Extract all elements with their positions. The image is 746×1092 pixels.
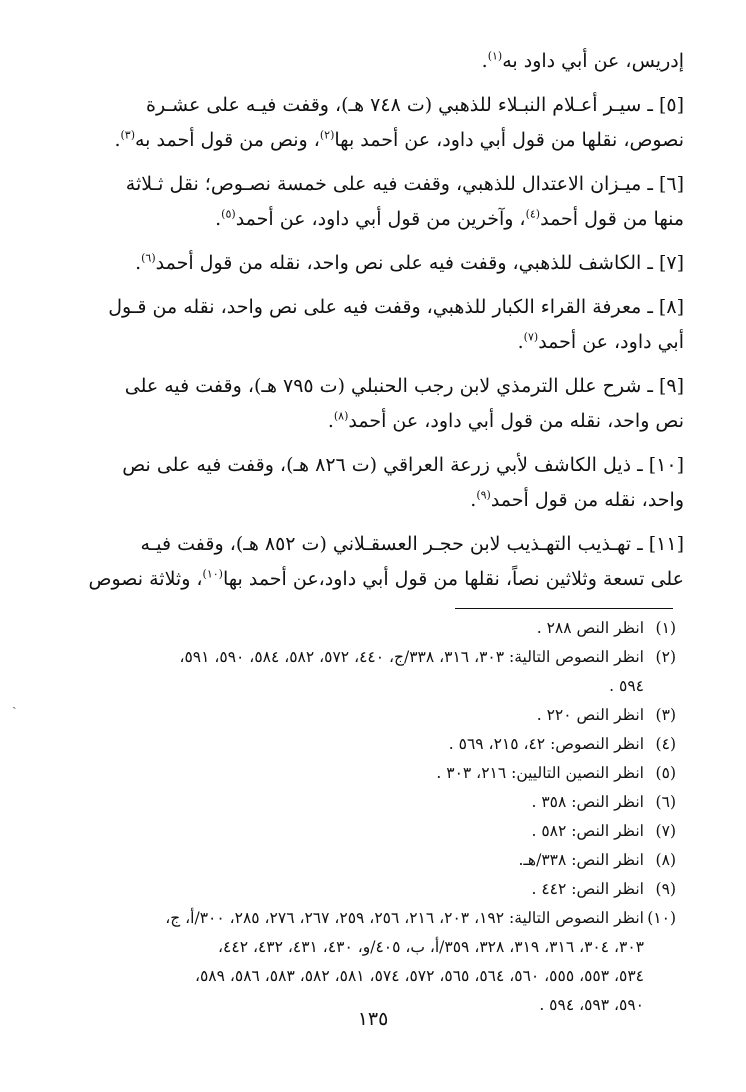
footnote-ref[interactable]: (٨): [333, 409, 349, 423]
text-line: [78, 325, 684, 360]
footnote-text: [70, 846, 644, 875]
text-segment: .: [517, 331, 524, 353]
paragraph: [78, 369, 684, 439]
footnote-number: (٩): [655, 880, 676, 898]
footnote-line: انظر النص: ٣٣٨/هـ.: [518, 851, 644, 869]
footnote: [70, 875, 676, 904]
footnote-ref[interactable]: (٦): [141, 251, 156, 265]
text-line: [78, 404, 684, 439]
footnote-line: انظر النص ٢٢٠ .: [536, 706, 644, 724]
text-segment: .: [327, 410, 334, 432]
footnote-text: [70, 643, 644, 701]
text-segment: [٦] ـ ميـزان الاعتدال للذهبي، وقفت فيه على خمسة نصـوص؛ نقل ثـلاثة: [125, 173, 684, 195]
paragraph: [78, 448, 684, 518]
footnote-ref[interactable]: (٧): [523, 330, 539, 344]
footnote-line: انظر النصوص التالية: ٣٠٣، ٣١٦، ٣٣٨/ج، ٤٤٠، ٥٧٢، ٥٨٢، ٥٨٤، ٥٩٠، ٥٩١،: [179, 648, 644, 666]
footnote: [70, 614, 676, 643]
footnote: [70, 701, 676, 730]
footnote: [70, 730, 676, 759]
text-line: [78, 369, 684, 404]
footnote-line: انظر النصين التاليين: ٢١٦، ٣٠٣ .: [436, 764, 644, 782]
text-segment: [٨] ـ معرفة القراء الكبار للذهبي، وقفت فيه على نص واحد، نقله من قـول: [108, 296, 684, 318]
text-line: [78, 290, 684, 325]
text-segment: [٥] ـ سيـر أعـلام النبـلاء للذهبي (ت ٧٤٨ هـ)، وقفت فيـه على عشـرة: [145, 94, 684, 116]
footnote: [70, 643, 676, 701]
text-line: [78, 202, 684, 237]
footnote-line: انظر النصوص التالية: ١٩٢، ٢٠٣، ٢١٦، ٢٥٦، ٢٥٩، ٢٦٧، ٢٧٦، ٢٨٥، ٣٠٠/أ، ج،: [165, 909, 644, 927]
text-segment: واحد، نقله من قول أحمد: [490, 489, 684, 511]
text-segment: .: [470, 489, 477, 511]
footnote: [70, 817, 676, 846]
footnote-divider: [455, 608, 673, 609]
footnote-text: [70, 904, 644, 1020]
text-line: [78, 448, 684, 483]
text-line: [78, 88, 684, 123]
footnote-text: [70, 730, 644, 759]
footnote: [70, 846, 676, 875]
footnotes: [70, 614, 676, 1020]
footnote-text: [70, 817, 644, 846]
footnote-line: انظر النص: ٥٨٢ .: [531, 822, 644, 840]
text-segment: [١٠] ـ ذيل الكاشف لأبي زرعة العراقي (ت ٨٢٦ هـ)، وقفت فيه على نص: [122, 454, 684, 476]
text-segment: ، وآخرين من قول أبي داود، عن أحمد: [235, 208, 526, 230]
main-text: [78, 44, 684, 606]
text-line: [78, 167, 684, 202]
footnote-text: [70, 788, 644, 817]
text-segment: .: [114, 129, 121, 151]
paragraph: [78, 527, 684, 597]
footnote-line: انظر النصوص: ٤٢، ٢١٥، ٥٦٩ .: [448, 735, 644, 753]
text-segment: ، وثلاثة نصوص: [88, 568, 203, 590]
margin-mark-icon: ˏ: [12, 694, 17, 710]
text-line: [78, 483, 684, 518]
text-segment: نصوص، نقلها من قول أبي داود، عن أحمد بها: [334, 129, 684, 151]
text-line: [78, 527, 684, 562]
text-line: [78, 246, 684, 281]
footnote-line: ٥٩٠، ٥٩٣، ٥٩٤ .: [539, 996, 644, 1014]
text-segment: .: [215, 208, 222, 230]
footnote-number: (٢): [655, 648, 676, 666]
footnote-line: انظر النص: ٣٥٨ .: [531, 793, 644, 811]
footnote-line: ٥٩٤ .: [609, 677, 644, 695]
footnote-ref[interactable]: (٤): [525, 207, 541, 221]
footnote-ref[interactable]: (٣): [120, 128, 135, 142]
footnote-ref[interactable]: (١): [487, 49, 503, 63]
footnote-text: [70, 759, 644, 788]
footnote-line: ٥٣٤، ٥٥٣، ٥٥٥، ٥٦٠، ٥٦٤، ٥٦٥، ٥٧٢، ٥٧٤، ٥٨١، ٥٨٢، ٥٨٣، ٥٨٦، ٥٨٩،: [194, 967, 644, 985]
paragraph: [78, 290, 684, 360]
text-segment: إدريس، عن أبي داود به: [502, 50, 684, 72]
text-segment: منها من قول أحمد: [540, 208, 684, 230]
footnote-number: (٦): [655, 793, 676, 811]
footnote-line: ٣٠٣، ٣٠٤، ٣١٦، ٣١٩، ٣٢٨، ٣٥٩/أ، ب، ٤٠٥/و، ٤٣٠، ٤٣١، ٤٣٢، ٤٤٢،: [218, 938, 644, 956]
paragraph: [78, 44, 684, 79]
footnote-text: [70, 701, 644, 730]
footnote-ref[interactable]: (٥): [221, 207, 236, 221]
text-segment: أبي داود، عن أحمد: [538, 331, 684, 353]
text-segment: .: [135, 252, 142, 274]
footnote-number: (٧): [655, 822, 676, 840]
footnote-line: انظر النص: ٤٤٢ .: [531, 880, 644, 898]
page-number: ١٣٥: [357, 1008, 389, 1030]
footnote: [70, 788, 676, 817]
footnote-number: (٥): [655, 764, 676, 782]
text-segment: على تسعة وثلاثين نصاً، نقلها من قول أبي داود،عن أحمد بها: [222, 568, 684, 590]
paragraph: [78, 246, 684, 281]
text-line: [78, 44, 684, 79]
text-segment: ، ونص من قول أحمد به: [135, 129, 320, 151]
footnote-ref[interactable]: (٢): [319, 128, 335, 142]
paragraph: [78, 88, 684, 158]
text-segment: [١١] ـ تهـذيب التهـذيب لابن حجـر العسقـلاني (ت ٨٥٢ هـ)، وقفت فيـه: [140, 533, 684, 555]
footnote: [70, 904, 676, 1020]
footnote-number: (٨): [655, 851, 676, 869]
footnote-ref[interactable]: (٩): [476, 488, 491, 502]
text-segment: نص واحد، نقله من قول أبي داود، عن أحمد: [348, 410, 684, 432]
footnote-ref[interactable]: (١٠): [202, 567, 223, 581]
footnote-number: (٤): [655, 735, 676, 753]
footnote-text: [70, 614, 644, 643]
footnote-number: (٣): [655, 706, 676, 724]
footnote-text: [70, 875, 644, 904]
text-segment: .: [481, 50, 488, 72]
text-line: [78, 123, 684, 158]
footnote: [70, 759, 676, 788]
text-line: [78, 562, 684, 597]
paragraph: [78, 167, 684, 237]
footnote-number: (١): [655, 619, 676, 637]
text-segment: [٧] ـ الكاشف للذهبي، وقفت فيه على نص واحد، نقله من قول أحمد: [155, 252, 684, 274]
text-segment: [٩] ـ شرح علل الترمذي لابن رجب الحنبلي (ت ٧٩٥ هـ)، وقفت فيه على: [124, 375, 684, 397]
footnote-line: انظر النص ٢٨٨ .: [536, 619, 644, 637]
footnote-number: (١٠): [647, 909, 676, 927]
